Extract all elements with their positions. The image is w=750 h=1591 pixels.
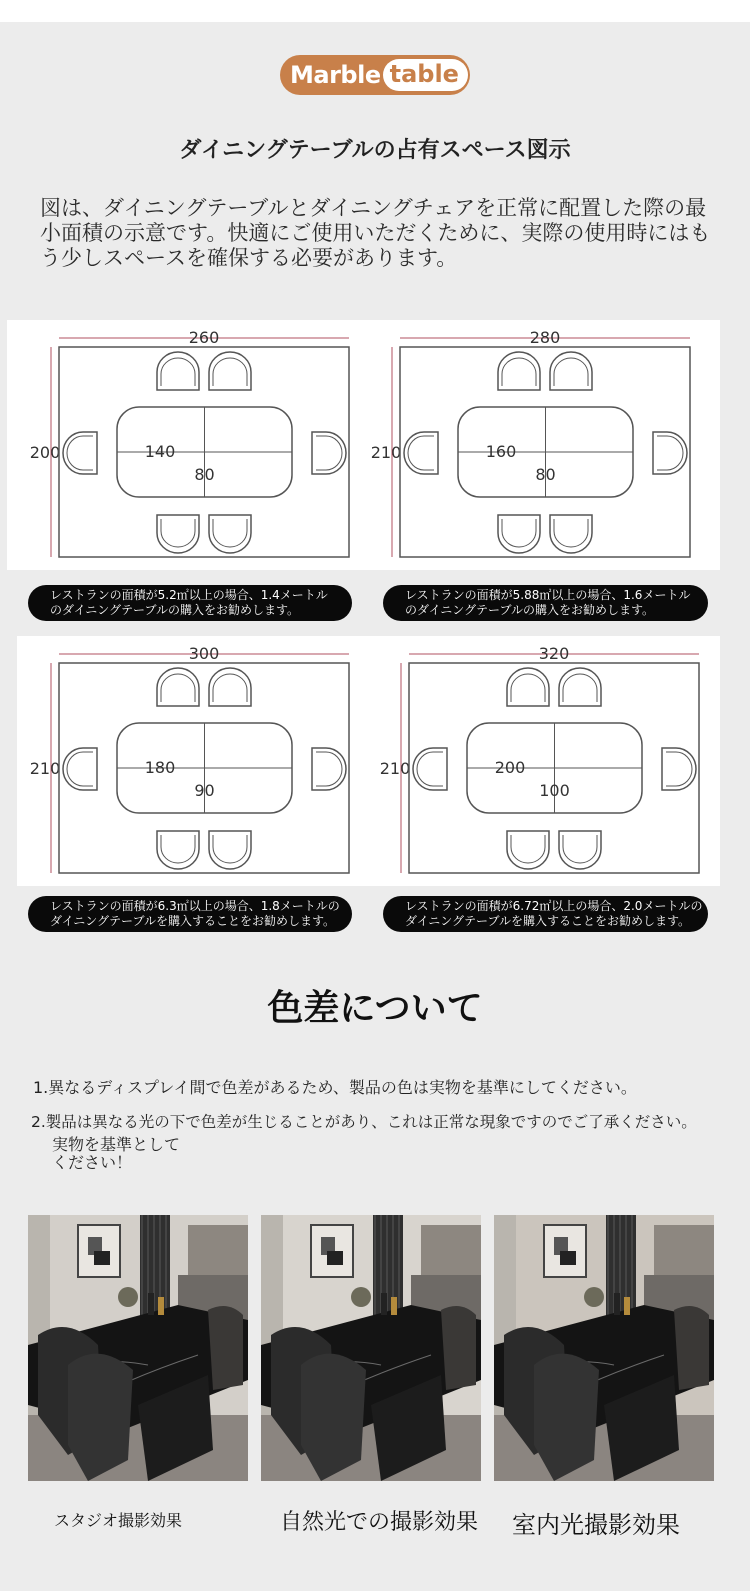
room-width-label: 280: [529, 328, 561, 347]
kitchen-cabinet: [188, 1225, 248, 1275]
table-width-label: 80: [194, 465, 215, 484]
dining-room-photo-natural: [261, 1215, 481, 1481]
room-width-label: 300: [188, 644, 220, 663]
size-recommendation-caption: [28, 585, 352, 621]
dining-room-image: [28, 1215, 248, 1481]
room-height-label: 210: [370, 443, 402, 462]
caption-line: レストランの面積が5.88㎡以上の場合、1.6メートル: [405, 588, 691, 602]
table-width-label: 100: [539, 781, 570, 800]
chair-inner: [511, 835, 545, 863]
wine-bottle: [614, 1293, 620, 1315]
caption-line: ダイニングテーブルを購入することをお勧めします。: [50, 914, 336, 928]
floor-plan-panel: [367, 320, 720, 570]
caption-line: レストランの面積が6.72㎡以上の場合、2.0メートルの: [405, 899, 703, 913]
color-note-1: 1.異なるディスプレイ間で色差があるため、製品の色は実物を基準にしてください。: [33, 1078, 637, 1097]
size-recommendation-caption: [383, 896, 708, 932]
intro-paragraph: 図は、ダイニングテーブルとダイニングチェアを正常に配置した際の最小面積の示意です。快適にご使用いただくために、実際の使用時にはもう少しスペースを確保する必要があります。: [40, 196, 711, 270]
photo-label-studio: スタジオ撮影効果: [54, 1511, 183, 1530]
table-width-label: 90: [194, 781, 215, 800]
chair-inner: [554, 519, 588, 547]
dining-chair: [441, 1306, 476, 1390]
table-length-label: 140: [144, 442, 176, 461]
chair-inner: [161, 519, 195, 547]
dining-room-photo-indoor: [494, 1215, 714, 1481]
vase-flowers: [584, 1287, 604, 1307]
floor-plan-diagram: [367, 320, 720, 570]
chair-inner: [161, 358, 195, 386]
chair-inner: [67, 752, 93, 786]
caption-line: のダイニングテーブルの購入をお勧めします。: [50, 603, 300, 617]
wall-art-shape: [327, 1251, 343, 1265]
dining-room-photo-studio: [28, 1215, 248, 1481]
chair-inner: [511, 674, 545, 702]
vase-flowers: [118, 1287, 138, 1307]
caption-line: のダイニングテーブルの購入をお勧めします。: [405, 603, 655, 617]
room-width-label: 320: [538, 644, 570, 663]
chair-inner: [554, 358, 588, 386]
room-height-label: 210: [29, 759, 61, 778]
size-recommendation-caption: [28, 896, 352, 932]
table-length-label: 200: [494, 758, 526, 777]
wine-bottle: [391, 1297, 397, 1315]
color-note-sub-line: 実物を基準として: [52, 1135, 181, 1154]
color-note-2: 2.製品は異なる光の下で色差が生じることがあり、これは正常な現象ですのでご了承ください。: [31, 1113, 697, 1131]
kitchen-cabinet: [421, 1225, 481, 1275]
floor-plan-diagram: [7, 320, 367, 570]
page-title: ダイニングテーブルの占有スペース図示: [179, 138, 571, 163]
color-difference-heading: 色差について: [267, 988, 483, 1029]
dining-room-image: [261, 1215, 481, 1481]
photo-label-indoor: 室内光撮影効果: [512, 1511, 680, 1539]
floor-plan-diagram: [17, 636, 367, 886]
chair-inner: [213, 835, 247, 863]
wine-bottle: [624, 1297, 630, 1315]
room-height-label: 200: [29, 443, 61, 462]
chair-inner: [213, 519, 247, 547]
chair: [312, 748, 346, 790]
color-note-sub: [52, 1136, 180, 1172]
photo-label-natural: 自然光での撮影効果: [280, 1510, 479, 1535]
floor-plan-panel: [17, 636, 367, 886]
brand-logo: [280, 55, 470, 95]
floor-plan-panel: [7, 320, 367, 570]
wine-bottle: [381, 1293, 387, 1315]
floor-plan-panel: [367, 636, 720, 886]
chair-inner: [408, 436, 434, 470]
chair: [653, 432, 687, 474]
caption-line: ダイニングテーブルを購入することをお勧めします。: [405, 914, 691, 928]
dining-room-image: [494, 1215, 714, 1481]
wall-art-shape: [560, 1251, 576, 1265]
wall-art-shape: [94, 1251, 110, 1265]
chair: [63, 432, 97, 474]
room-height-label: 210: [379, 759, 411, 778]
dining-chair: [68, 1354, 133, 1481]
table-length-label: 160: [485, 442, 517, 461]
dining-chair: [301, 1354, 366, 1481]
chair: [662, 748, 696, 790]
vase-flowers: [351, 1287, 371, 1307]
chair-inner: [563, 835, 597, 863]
chair-inner: [161, 674, 195, 702]
chair-inner: [316, 436, 342, 470]
chair-inner: [563, 674, 597, 702]
chair-inner: [213, 674, 247, 702]
wine-bottle: [158, 1297, 164, 1315]
table-length-label: 180: [144, 758, 176, 777]
dining-chair: [674, 1306, 709, 1390]
dining-chair: [208, 1306, 243, 1390]
caption-line: レストランの面積が6.3㎡以上の場合、1.8メートルの: [50, 899, 340, 913]
chair: [312, 432, 346, 474]
chair-inner: [666, 752, 692, 786]
dining-chair: [534, 1354, 599, 1481]
chair-inner: [316, 752, 342, 786]
logo-text-marble: Marble: [290, 61, 381, 89]
caption-line: レストランの面積が5.2㎡以上の場合、1.4メートル: [50, 588, 328, 602]
chair-inner: [213, 358, 247, 386]
table-width-label: 80: [535, 465, 556, 484]
chair-inner: [67, 436, 93, 470]
chair: [413, 748, 447, 790]
wine-bottle: [148, 1293, 154, 1315]
size-recommendation-caption: [383, 585, 708, 621]
chair-inner: [657, 436, 683, 470]
chair-inner: [161, 835, 195, 863]
room-width-label: 260: [188, 328, 220, 347]
logo-text-table: table: [383, 59, 468, 91]
chair-inner: [502, 358, 536, 386]
color-note-sub-line: ください！: [52, 1153, 133, 1172]
chair: [63, 748, 97, 790]
floor-plan-diagram: [367, 636, 720, 886]
chair-inner: [417, 752, 443, 786]
kitchen-cabinet: [654, 1225, 714, 1275]
chair-inner: [502, 519, 536, 547]
chair: [404, 432, 438, 474]
